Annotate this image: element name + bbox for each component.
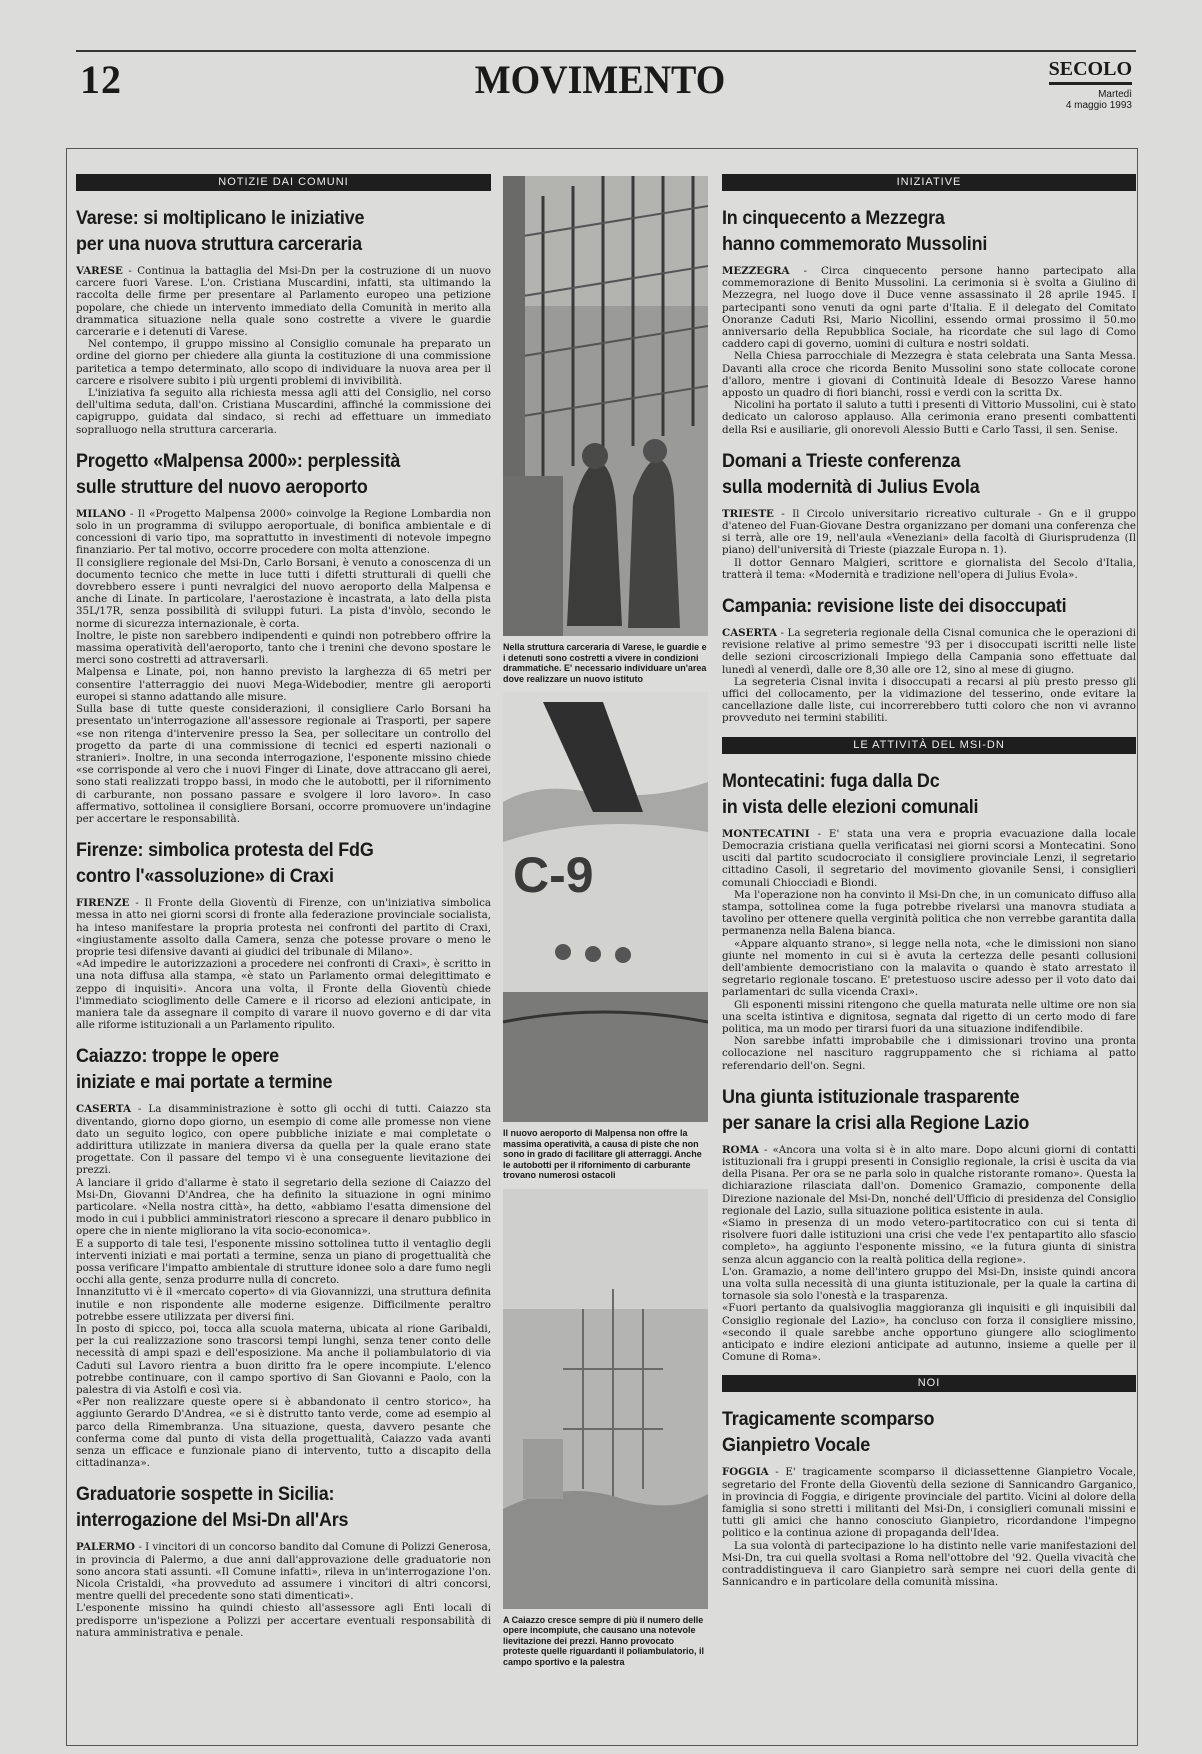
- article-body: TRIESTE - Il Circolo universitario ricreativo culturale - Gn e il gruppo d'ateneo del Fuan-Giovane Destra organizzano per domani una conferenza che si terrà, alle ore 19, nell'aula «Veneziani» della facoltà di Giurisprudenza (Il piano) dell'università di Trieste (piazzale Europa n. 1). Il dottor Gennaro Malgieri, scrittore e giornalista del Secolo d'Italia, tratterà il tema: «Modernità e tradizione nell'opera di Julius Evola».: [722, 507, 1136, 581]
- headline: In cinquecento a Mezzegra hanno commemorato Mussolini: [722, 207, 988, 255]
- photo-aircraft: [503, 692, 708, 1122]
- right-column: [722, 174, 1136, 1592]
- paper-logo: SECOLO: [1049, 58, 1132, 85]
- section-band-notizie: NOTIZIE DAI COMUNI: [76, 174, 491, 191]
- headline: Domani a Trieste conferenza sulla modernità di Julius Evola: [722, 449, 980, 498]
- article-body: FIRENZE - Il Fronte della Gioventù di Firenze, con un'iniziativa simbolica messa in atto nei giorni scorsi di fronte alla federazione provinciale socialista, ha inteso manifestare la propria protesta nei confronti del partito di Craxi, «ingiustamente assolto dalla Camera, senza che potesse provare o meno le proprie tesi difensive davanti ai giudici del tribunale di Milano». «Ad impedire le autorizzazioni a procedere nei confronti di Craxi», è scritto in una nota diffusa alla stampa, «è stato un Parlamento ormai delegittimato e zeppo di inquisiti». Ancora una volta, il Fronte della Gioventù chiede l'immediato scioglimento delle Camere e il ricorso ad elezioni anticipate, in maniera tale da assegnare il compito di varare il nuovo governo e di dar vita alle riforme istituzionali a un Parlamento ripulito.: [76, 897, 491, 1032]
- article-lazio: [722, 1084, 1136, 1364]
- headline: Firenze: simbolica protesta del FdG contro l'«assoluzione» di Craxi: [76, 839, 374, 888]
- aircraft-photo-image: [503, 692, 708, 1122]
- article-malpensa: [76, 448, 491, 825]
- section-band-attivita: LE ATTIVITÀ DEL MSI-DN: [722, 737, 1136, 754]
- caption-prison: Nella struttura carceraria di Varese, le guardie e i detenuti sono costretti a vivere in condizioni drammatiche. E' necessario individuare un'area dove realizzare un nuovo istituto: [503, 642, 707, 684]
- section-band-noi: NOI: [722, 1375, 1136, 1392]
- article-foggia: [722, 1406, 1136, 1588]
- article-campania: [722, 593, 1136, 725]
- section-band-iniziative: INIZIATIVE: [722, 174, 1136, 191]
- headline: Graduatorie sospette in Sicilia: interrogazione del Msi-Dn all'Ars: [76, 1483, 349, 1532]
- article-body: CASERTA - La disamministrazione è sotto gli occhi di tutti. Caiazzo sta diventando, giorno dopo giorno, un esempio di come alle promesse non viene dato un seguito logico, con opere pubbliche iniziate e mai completate o addirittura utilizzate in maniera diversa da quella per la quale erano state progettate. Con il passare del tempo vi è una conseguente lievitazione dei prezzi. A lanciare il grido d'allarme è stato il segretario della sezione di Caiazzo del Msi-Dn, Giovanni D'Andrea, che ha definito la situazione in ogni minimo particolare. «Nella nostra città», ha detto, «abbiamo l'esatta dimensione del modo in cui i pubblici amministratori riescono a sprecare il denaro pubblico in opere che in niente migliorano la vita socio-economica». E a supporto di tale tesi, l'esponente missino sottolinea tutto il ventaglio degli interventi iniziati e mai portati a termine, senza un piano di progettualità che possa verificare l'impatto ambientale di strutture idonee solo a dare fumo negli occhi alla gente, senza produrre nulla di concreto. Innanzitutto vi è il «mercato coperto» di via Giovannizzi, una struttura definita inutile e non rispondente alle moderne esigenze. Difficilmente peraltro potrebbe essere utilizzata per diversi fini. In posto di spicco, poi, tocca alla scuola materna, ubicata al rione Garibaldi, per la cui realizzazione sono trascorsi tempi lunghi, senza tener conto delle necessità di ampi spazi e dell'esposizione. Ma anche il poliambulatorio di via Caduti sul Lavoro rientra a buon diritto fra le opere incompiute. L'elenco potrebbe continuare, con il campo sportivo di San Giovanni e Paolo, con la palestra di via Astolfi e così via. «Per non realizzare queste opere si è abbandonato il centro storico», ha aggiunto Gerardo D'Andrea, «e si è distrutto tanto verde, come ad esempio al parco della Rimembranza. Una situazione, questa, davvero pesante che conferma come dal punto di vista della progettualità, Caiazzo vada avanti senza un efficace e funzionale piano di intervento, tutto a discapito della cittadinanza».: [76, 1103, 491, 1470]
- article-body: FOGGIA - E' tragicamente scomparso il diciassettenne Gianpietro Vocale, segretario del Fronte della Gioventù della sezione di Sannicandro Garganico, in provincia di Foggia, e dirigente provinciale del partito. Vicini al dolore della famiglia si sono stretti i militanti del Msi-Dn, i consiglieri comunali missini e tutti gli amici che hanno conosciuto Gianpietro, ricordandone l'impegno politico e la continua azione di propaganda dell'Idea. La sua volontà di partecipazione lo ha distinto nelle varie manifestazioni del Msi-Dn, tra cui quella svoltasi a Roma nell'ottobre del '92. Quella vivacità che contraddistingueva il caro Gianpietro sarà sempre nei cuori della gente di Sannicandro e in particolare della comunità missina.: [722, 1466, 1136, 1589]
- photo-prison: [503, 176, 708, 636]
- headline: Tragicamente scomparso Gianpietro Vocale: [722, 1408, 935, 1457]
- headline: Caiazzo: troppe le opere iniziate e mai portate a termine: [76, 1045, 333, 1094]
- construction-photo-image: [503, 1189, 708, 1609]
- issue-day: Martedì: [1098, 89, 1132, 100]
- caption-caiazzo: A Caiazzo cresce sempre di più il numero delle opere incompiute, che causano una notevole lievitazione dei prezzi. Hanno provocato proteste quelle riguardanti il poliambulatorio, il campo sportivo e la palestra: [503, 1614, 705, 1667]
- article-mezzegra: [722, 205, 1136, 436]
- headline: Una giunta istituzionale trasparente per sanare la crisi alla Regione Lazio: [722, 1085, 1030, 1134]
- article-body: VARESE - Continua la battaglia del Msi-Dn per la costruzione di un nuovo carcere fuori Varese. L'on. Cristiana Muscardini, infatti, sta ultimando la raccolta delle firme per presentare al Parlamento europeo una petizione popolare, che chiede un intervento immediato della Comunità in merito alla drammatica situazione nella quale sono costrette a vivere le guardie carcerarie e i detenuti di Varese. Nel contempo, il gruppo missino al Consiglio comunale ha preparato un ordine del giorno per chiedere alla giunta la costituzione di una commissione paritetica a tempo determinato, allo scopo di individuare la nuova area per il carcere e risolvere subito i più urgenti problemi di invivibilità. L'iniziativa fa seguito alla richiesta messa agli atti del Consiglio, nel corso dell'ultima seduta, dall'on. Cristiana Muscardini, affinché la commissione dei capigruppo, guidata dal sindaco, si rechi ad effettuare un immediato sopralluogo nella struttura carceraria.: [76, 265, 491, 436]
- issue-date: 4 maggio 1993: [1065, 100, 1132, 111]
- article-caiazzo: [76, 1043, 491, 1469]
- photo-caiazzo: [503, 1189, 708, 1609]
- article-trieste: [722, 448, 1136, 581]
- article-body: CASERTA - La segreteria regionale della Cisnal comunica che le operazioni di revisione relative al primo semestre '93 per i disoccupati iscritti nelle liste delle sezioni circoscrizionali Impiego della Campania sono effettuate dal lunedì al venerdì, dalle ore 8,30 alle ore 12, sino al mese di giugno. La segreteria Cisnal invita i disoccupati a recarsi al più presto presso gli uffici del collocamento, per la vidimazione del tesserino, onde evitare la cancellazione dalle liste, cui incorrerebbero tutti coloro che non vi avranno provveduto nei termini stabiliti.: [722, 627, 1136, 725]
- prison-photo-image: [503, 176, 708, 636]
- caption-malpensa: Il nuovo aeroporto di Malpensa non offre la massima operatività, a causa di piste che non sono in grado di facilitare gli atterraggi. Anche le autobotti per il rifornimento di carburante trovano numerosi ostacoli: [503, 1128, 702, 1180]
- left-column: [76, 174, 491, 1643]
- headline: Varese: si moltiplicano le iniziative per una nuova struttura carceraria: [76, 207, 365, 255]
- masthead: [1049, 58, 1132, 111]
- photo-column: [503, 176, 708, 1675]
- headline: Progetto «Malpensa 2000»: perplessità sulle strutture del nuovo aeroporto: [76, 449, 401, 498]
- article-body: PALERMO - I vincitori di un concorso bandito dal Comune di Polizzi Generosa, in provincia di Palermo, a due anni dall'approvazione delle graduatorie non sono ancora stati assunti. «Il Comune infatti», rileva in un'interrogazione l'on. Nicola Cristaldi, «ha provveduto ad assumere i vincitori di altri concorsi, mentre quelli del precedente sono stati dimenticati». L'esponente missino ha quindi chiesto all'assessore agli Enti locali di predisporre un'ispezione a Polizzi per accertare eventuali responsabilità di natura amministrativa e penale.: [76, 1541, 492, 1639]
- headline: Montecatini: fuga dalla Dc in vista delle elezioni comunali: [722, 769, 979, 818]
- aircraft-marking: C-9: [513, 847, 594, 903]
- article-body: MONTECATINI - E' stata una vera e propria evacuazione dalla locale Democrazia cristiana quella verificatasi nei giorni scorsi a Montecatini. Sono usciti dal partito scudocrociato il consigliere provinciale Lenzi, il segretario cittadino Casoli, il segretario del movimento giovanile Sensi, i consiglieri comunali Chiocciadi e Biondi. Ma l'operazione non ha convinto il Msi-Dn che, in un comunicato diffuso alla stampa, sottolinea come la fuga potrebbe rivelarsi una manovra studiata a tavolino per ottenere quella verginità politica che non verrebbe garantita dalla permanenza nella Balena bianca. «Appare alquanto strano», si legge nella nota, «che le dimissioni non siano giunte nel momento in cui si è avuta la certezza delle pesanti collusioni dell'ambiente democristiano con la malavita o quando è stato arrestato il segretario regionale toscano. E' pretestuoso uscire adesso per il voto dato dai parlamentari dc sulla vicenda Craxi». Gli esponenti missini ritengono che quella maturata nelle ultime ore non sia una scelta istintiva e dignitosa, segnata dal rigetto di un certo modo di fare politica, ma un modo per tirarsi fuori da una situazione indifendibile. Non sarebbe infatti improbabile che i dimissionari trovino una pronta collocazione nel nascituro raggruppamento che si richiama al patto referendario dell'on. Segni.: [722, 827, 1136, 1072]
- top-rule: [76, 50, 1136, 52]
- section-title: MOVIMENTO: [474, 57, 726, 102]
- article-body: ROMA - «Ancora una volta si è in alto mare. Dopo alcuni giorni di contatti istituzionali fra i gruppi presenti in Consiglio regionale, la crisi è uscita da via della Pisana. Per ora se ne parla solo in qualche ristorante romano». Questa la dichiarazione rilasciata dall'on. Domenico Gramazio, componente della Direzione nazionale del Msi-Dn, nonché dell'Ufficio di presidenza del Consiglio regionale del Lazio, sulla situazione politica esistente in aula. «Siamo in presenza di un modo vetero-partitocratico con cui si tenta di risolvere fuori dalle istituzioni una crisi che vede l'ex pentapartito allo sfascio completo», ha aggiunto l'esponente missino, «e la futura giunta di sinistra senza alcun aggancio con la realtà politica della regione». L'on. Gramazio, a nome dell'intero gruppo del Msi-Dn, insiste quindi ancora una volta sulla necessità di una giunta istituzionale, per la quale la cartina di tornasole sia solo l'onestà e la trasparenza. «Fuori pertanto da qualsivoglia maggioranza gli inquisiti e gli inquisibili dal Consiglio regionale del Lazio», ha concluso con forza il consigliere missino, «secondo il quale sarebbe anche opportuno giungere allo scioglimento anticipato e indire elezioni anticipate ad autunno, insieme a quelle per il Comune di Roma».: [722, 1143, 1136, 1364]
- article-montecatini: [722, 768, 1136, 1072]
- page-number: 12: [80, 57, 122, 102]
- article-body: MILANO - Il «Progetto Malpensa 2000» coinvolge la Regione Lombardia non solo in un programma di sviluppo aeroportuale, di bonifica ambientale e di concessioni di vario tipo, ma soprattutto in investimenti di notevole impegno finanziario. Per tal motivo, occorre procedere con molta attenzione. Il consigliere regionale del Msi-Dn, Carlo Borsani, è venuto a conoscenza di un documento tecnico che mette in luce tutti i difetti strutturali di quelli che dovrebbero essere i punti nevralgici del nuovo aeroporto della Malpensa e anche di Linate. In particolare, l'aerostazione è incastrata, a lato della pista 35L/17R, senza possibilità di sviluppi futuri. La pista d'invòlo, secondo le norme di sicurezza internazionale, è corta. Inoltre, le piste non sarebbero indipendenti e quindi non potrebbero offrire la massima operatività dell'aeroporto, tanto che i trenini che devono spostare le merci sono costretti ad attraversarli. Malpensa e Linate, poi, non hanno previsto la larghezza di 65 metri per consentire l'atterraggio dei nuovi Mega-Widebodier, mentre gli aeroporti europei si stanno adattando alle misure. Sulla base di tutte queste considerazioni, il consigliere Carlo Borsani ha presentato un'interrogazione all'assessore regionale ai Trasporti, per sapere «se non ritenga d'intervenire presso la Sea, per sollecitare un controllo del progetto da parte di una commissione di tecnici ed esperti nazionali o stranieri». Inoltre, in una seconda interrogazione, l'esponente missino chiede «se corrisponde al vero che i nuovi Finger di Linate, dove attraccano gli aerei, sono stati realizzati troppo bassi, in modo che le autobotti, per il rifornimento di carburante, non possano passare e svolgere il loro lavoro». In caso affermativo, sottolinea il consigliere Borsani, occorre promuovere un'indagine per accertare le responsabilità.: [76, 507, 491, 825]
- article-varese: [76, 205, 491, 436]
- article-firenze: [76, 837, 491, 1031]
- article-sicilia: [76, 1481, 491, 1639]
- article-body: MEZZEGRA - Circa cinquecento persone hanno partecipato alla commemorazione di Benito Mussolini. La cerimonia si è svolta a Giulino di Mezzegra, nel luogo dove il Duce venne assassinato il 28 aprile 1945. I partecipanti sono venuti da ogni parte d'Italia. E il delegato del Comitato Onoranze Caduti Rsi, Mario Nicollini, essendo ormai prossimo il 50.mo anniversario della Repubblica Sociale, ha ricordate che sul lago di Como caddero capi di governo, uomini di cultura e nostri soldati. Nella Chiesa parrocchiale di Mezzegra è stata celebrata una Santa Messa. Davanti alla croce che ricorda Benito Mussolini sono state collocate corone d'alloro, mentre i giovani di Continuità Ideale di Besozzo Varese hanno apposto un quadro di fiori bianchi, rossi e verdi con la scritta Dx. Nicolini ha portato il saluto a tutti i presenti di Vittorio Mussolini, cui è stato dedicato un caloroso applauso. Alla cerimonia erano presenti combattenti della Rsi e ausiliarie, gli onorevoli Alessio Butti e Carlo Tassi, il sen. Senise.: [722, 265, 1136, 436]
- headline: Campania: revisione liste dei disoccupati: [722, 595, 1067, 618]
